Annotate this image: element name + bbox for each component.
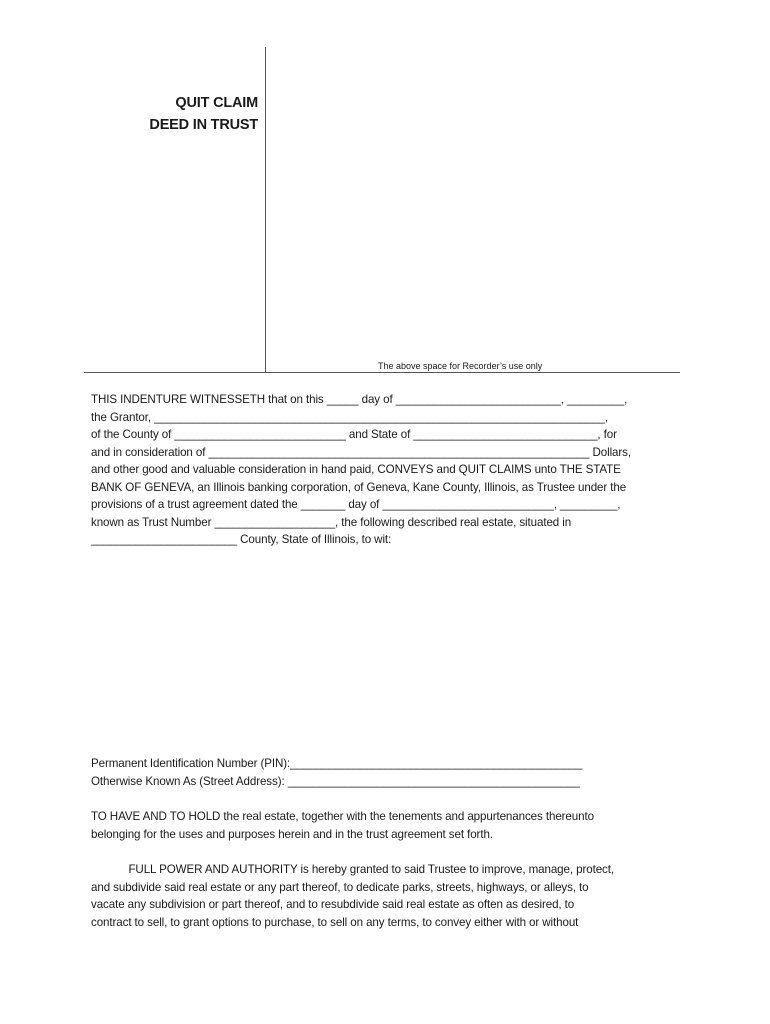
- street-address-line: Otherwise Known As (Street Address): ______________________________________________: [91, 774, 580, 788]
- habendum-line: TO HAVE AND TO HOLD the real estate, together with the tenements and appurtenances thereunto: [91, 810, 594, 823]
- power-line: and subdivide said real estate or any part thereof, to dedicate parks, streets, highways, or alleys, to: [91, 880, 589, 894]
- indenture-line: of the County of ___________________________ and State of _____________________________, for: [91, 428, 617, 441]
- indenture-line: THIS INDENTURE WITNESSETH that on this _____ day of __________________________, _________,: [91, 393, 628, 406]
- power-line: contract to sell, to grant options to purchase, to sell on any terms, to convey either with or without: [91, 915, 579, 929]
- full-power-paragraph: [91, 861, 691, 931]
- indenture-line: known as Trust Number ___________________, the following described real estate, situated in: [91, 515, 572, 529]
- indenture-line: _______________________ County, State of Illinois, to wit:: [91, 533, 392, 546]
- indenture-line: the Grantor, _______________________________________________________________________,: [91, 410, 608, 424]
- power-line: FULL POWER AND AUTHORITY is hereby granted to said Trustee to improve, manage, protect,: [91, 863, 614, 876]
- indenture-line: and other good and valuable consideration in hand paid, CONVEYS and QUIT CLAIMS unto THE STATE: [91, 463, 621, 476]
- recorder-space-horizontal-divider: [84, 372, 680, 373]
- recorder-space-vertical-divider: [265, 47, 266, 372]
- indenture-line: BANK OF GENEVA, an Illinois banking corporation, of Geneva, Kane County, Illinois, as Trustee under the: [91, 480, 627, 494]
- document-title: [149, 92, 258, 136]
- power-line: vacate any subdivision or part thereof, and to resubdivide said real estate as often as desired, to: [91, 898, 575, 911]
- property-identification: [91, 755, 691, 790]
- indenture-line: provisions of a trust agreement dated the _______ day of ___________________________, _________,: [91, 498, 621, 511]
- title-line-2: DEED IN TRUST: [149, 117, 258, 133]
- indenture-paragraph: [91, 391, 691, 549]
- indenture-line: and in consideration of ____________________________________________________________ Dollars,: [91, 445, 631, 459]
- title-line-1: QUIT CLAIM: [175, 95, 258, 111]
- recorder-space-note: The above space for Recorder’s use only: [378, 361, 543, 371]
- pin-line: Permanent Identification Number (PIN):______________________________________________: [91, 757, 583, 770]
- habendum-line: belonging for the uses and purposes herein and in the trust agreement set forth.: [91, 827, 493, 841]
- habendum-paragraph: [91, 808, 691, 843]
